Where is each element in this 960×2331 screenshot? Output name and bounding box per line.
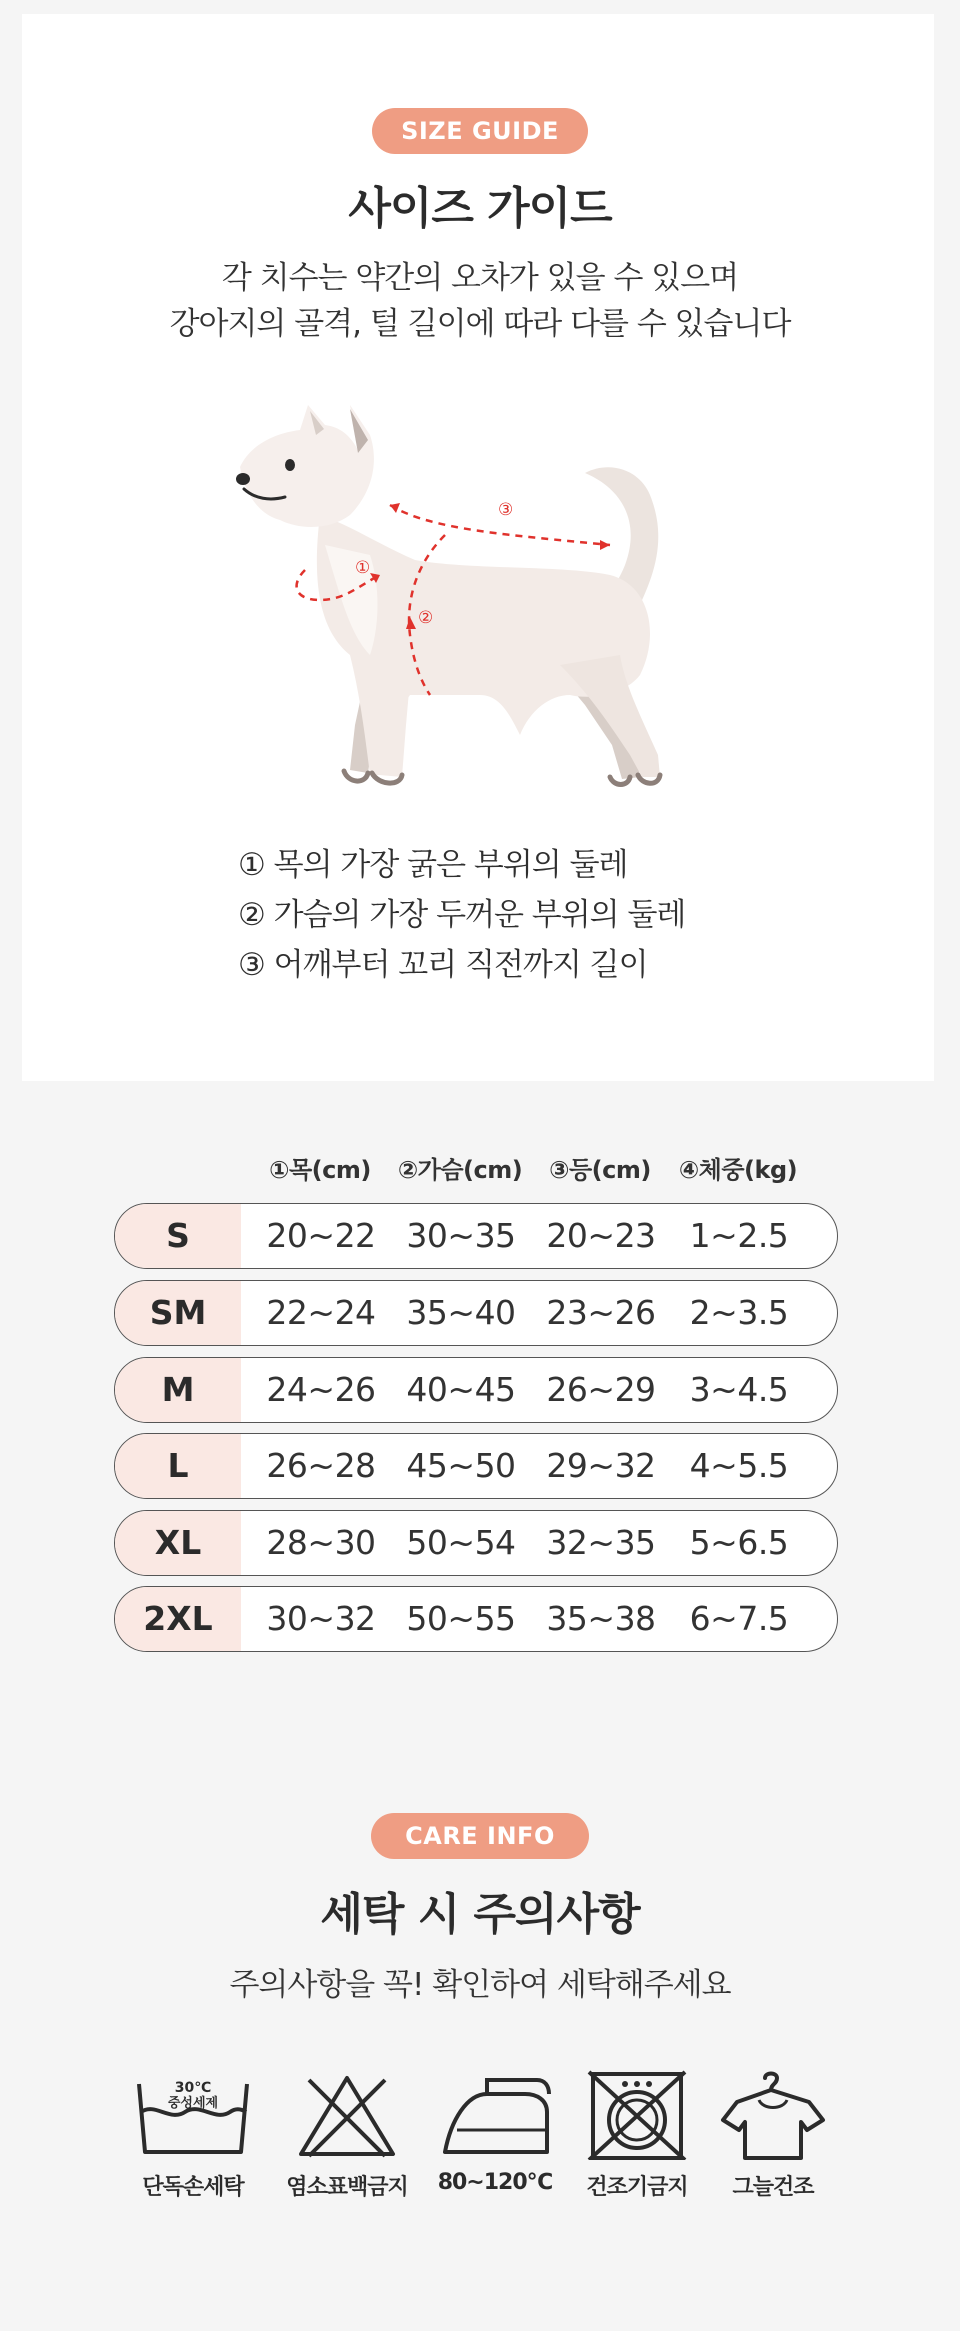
shade-dry-icon [715, 2070, 831, 2160]
weight-value: 2~3.5 [689, 1293, 789, 1332]
measurement-chest: ② 가슴의 가장 두꺼운 부위의 둘레 [238, 897, 686, 933]
care-info-subtitle: 주의사항을 꼭! 확인하여 세탁해주세요 [229, 1967, 731, 2003]
size-label: XL [115, 1511, 241, 1575]
care-info-title: 세탁 시 주의사항 [320, 1889, 640, 1940]
neck-value: 26~28 [266, 1446, 376, 1485]
table-row [114, 1433, 838, 1499]
care-label: 단독손세탁 [142, 2175, 244, 2200]
iron-icon [437, 2070, 553, 2160]
size-guide-subtitle-line1: 각 치수는 약간의 오차가 있을 수 있으며 [221, 260, 739, 296]
size-label: M [115, 1358, 241, 1422]
table-row [114, 1357, 838, 1423]
table-row [114, 1586, 838, 1652]
care-item-no-tumble-dry [562, 2070, 712, 2201]
wash-detergent-text: 중성세제 [167, 2096, 219, 2111]
neck-value: 28~30 [266, 1523, 376, 1562]
care-item-shade-dry [698, 2070, 848, 2201]
dog-measurement-illustration [230, 395, 710, 815]
size-label: L [115, 1434, 241, 1498]
back-value: 20~23 [546, 1216, 656, 1255]
chest-value: 50~55 [406, 1599, 516, 1638]
size-guide-subtitle-line2: 강아지의 골격, 털 길이에 따라 다를 수 있습니다 [169, 306, 791, 342]
no-bleach-icon [289, 2070, 405, 2160]
chest-value: 40~45 [406, 1370, 516, 1409]
chest-value: 35~40 [406, 1293, 516, 1332]
table-row [114, 1280, 838, 1346]
care-icons [0, 2070, 960, 2230]
care-item-no-bleach [272, 2070, 422, 2201]
care-item-iron [420, 2070, 570, 2195]
care-label: 그늘건조 [732, 2175, 814, 2200]
header-neck: ①목(cm) [269, 1156, 371, 1184]
header-weight: ④체중(kg) [678, 1156, 798, 1184]
header-chest: ②가슴(cm) [397, 1156, 523, 1184]
size-table-header [0, 1150, 960, 1190]
weight-value: 5~6.5 [689, 1523, 789, 1562]
measurement-list [238, 840, 685, 990]
weight-value: 6~7.5 [689, 1599, 789, 1638]
care-label: 염소표백금지 [286, 2175, 408, 2200]
neck-value: 24~26 [266, 1370, 376, 1409]
weight-value: 4~5.5 [689, 1446, 789, 1485]
back-value: 35~38 [546, 1599, 656, 1638]
care-info-badge: CARE INFO [371, 1813, 589, 1859]
neck-value: 30~32 [266, 1599, 376, 1638]
measurement-neck: ① 목의 가장 굵은 부위의 둘레 [238, 847, 628, 883]
neck-value: 22~24 [266, 1293, 376, 1332]
weight-value: 1~2.5 [689, 1216, 789, 1255]
back-value: 32~35 [546, 1523, 656, 1562]
size-label: 2XL [115, 1587, 241, 1651]
hand-wash-icon [135, 2070, 251, 2160]
header-back: ③등(cm) [549, 1156, 651, 1184]
wash-temp-text: 30℃ [174, 2080, 212, 2096]
marker-neck: ① [355, 558, 371, 578]
no-tumble-dry-icon [579, 2070, 695, 2160]
care-label: 건조기금지 [586, 2175, 688, 2200]
chest-value: 50~54 [406, 1523, 516, 1562]
back-value: 26~29 [546, 1370, 656, 1409]
marker-chest: ② [418, 608, 434, 628]
care-label: 80~120℃ [437, 2170, 553, 2195]
chest-value: 45~50 [406, 1446, 516, 1485]
chest-value: 30~35 [406, 1216, 516, 1255]
neck-value: 20~22 [266, 1216, 376, 1255]
back-value: 29~32 [546, 1446, 656, 1485]
care-item-hand-wash [118, 2070, 268, 2201]
size-label: S [115, 1204, 241, 1268]
weight-value: 3~4.5 [689, 1370, 789, 1409]
back-value: 23~26 [546, 1293, 656, 1332]
table-row [114, 1203, 838, 1269]
size-label: SM [115, 1281, 241, 1345]
size-guide-badge: SIZE GUIDE [372, 108, 588, 154]
marker-back: ③ [498, 500, 514, 520]
measurement-back: ③ 어깨부터 꼬리 직전까지 길이 [238, 947, 648, 983]
table-row [114, 1510, 838, 1576]
size-guide-title: 사이즈 가이드 [348, 183, 612, 234]
